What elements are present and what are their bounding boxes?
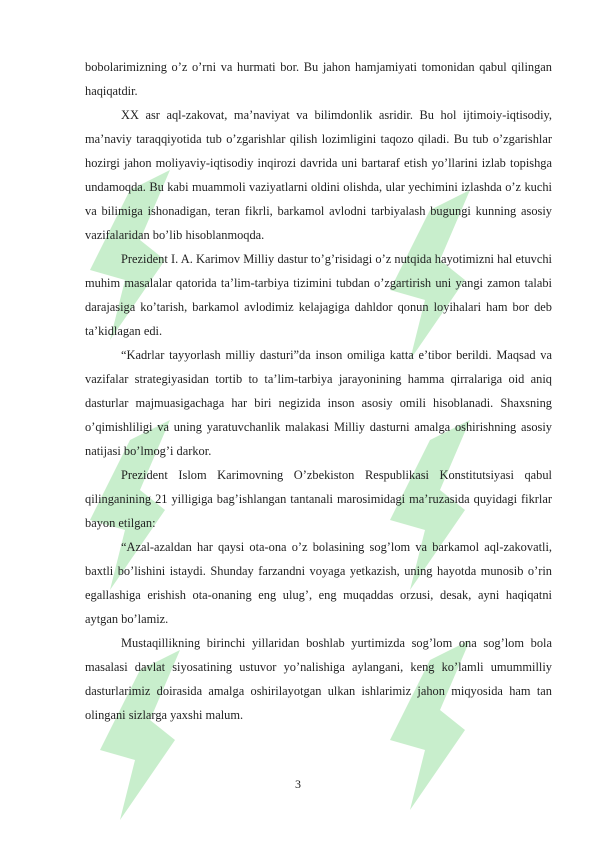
paragraph: bobolarimizning o’z o’rni va hurmati bor. Bu jahon hamjamiyati tomonidan qabul qilingan haqiqatdir. — [85, 60, 552, 98]
paragraph: “Kadrlar tayyorlash milliy dasturi”da inson omiliga katta e’tibor berildi. Maqsad va vazifalar strategiyasidan tortib to ta’lim-tarbiya jarayonining hamma qirralariga oid aniq dasturlar majmuasigachaga har biri negizida inson asosiy omili hisoblanadi. Shaxsning o’qimishliligi va uning yaratuvchanlik malakasi Milliy dasturni amalga oshirishning asosiy natijasi bo’lmog’i darkor. — [85, 348, 552, 458]
paragraph: XX asr aql-zakovat, ma’naviyat va bilimdonlik asridir. Bu hol ijtimoiy-iqtisodiy, ma’naviy taraqqiyotida tub o’zgarishlar qilish lozimligini taqozo qiladi. Bu tub o’zgarishlar hozirgi jahon moliyaviy-iqtisodiy inqirozi davrida uni bartaraf etish yo’llarini izlab topishga undamoqda. Bu kabi muammoli vaziyatlarni oldini olishda, ular yechimini izlashda o’z kuchi va bilimiga ishonadigan, teran fikrli, barkamol avlodni tarbiyalash bugungi kunning asosiy vazifalaridan bo’lib hisoblanmoqda. — [85, 108, 552, 242]
paragraph: Mustaqillikning birinchi yillaridan boshlab yurtimizda sog’lom ona sog’lom bola masalasi davlat siyosatining ustuvor yo’nalishiga aylangani, keng ko’lamli umummilliy dasturlarimiz doirasida amalga oshirilayotgan ulkan ishlarimiz jahon miqyosida ham tan olingani sizlarga yaxshi malum. — [85, 636, 552, 722]
paragraph: Prezident I. A. Karimov Milliy dastur to’g’risidagi o’z nutqida hayotimizni hal etuvchi muhim masalalar qatorida ta’lim-tarbiya tizimini tubdan o’zgartirish uni yangi zamon talabi darajasiga ko’tarish, barkamol avlodimiz kelajagiga dahldor qonun loyihalari ham bor deb ta’kidlagan edi. — [85, 252, 552, 338]
page-number: 3 — [295, 777, 301, 791]
paragraph: Prezident Islom Karimovning O’zbekiston Respublikasi Konstitutsiyasi qabul qilinganining 21 yilligiga bag’ishlangan tantanali marosimidagi ma’ruzasida quyidagi fikrlar bayon etilgan: — [85, 468, 552, 530]
paragraph: “Azal-azaldan har qaysi ota-ona o’z bolasining sog’lom va barkamol aql-zakovatli, baxtli bo’lishini istaydi. Shunday farzandni voyaga yetkazish, uning hayotda munosib o’rin egallashiga erishish ota-onaning eng ulug’, eng muqaddas orzusi, desak, ayni haqiqatni aytgan bo’lamiz. — [85, 540, 552, 626]
document-body — [85, 55, 552, 727]
